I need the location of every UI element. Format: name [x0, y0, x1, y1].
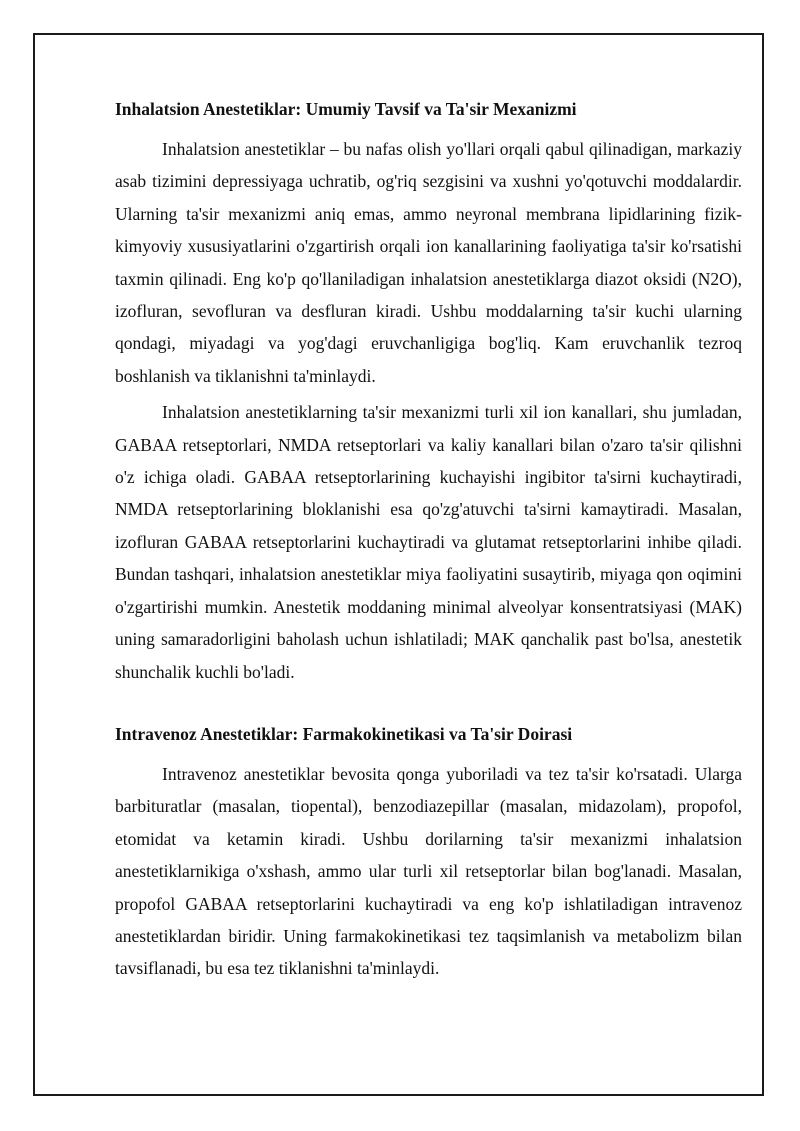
- section-heading-intravenous: Intravenoz Anestetiklar: Farmakokinetikasi va Ta'sir Doirasi: [115, 723, 573, 744]
- paragraph-inhalation-mechanism: Inhalatsion anestetiklarning ta'sir mexanizmi turli xil ion kanallari, shu jumladan, GABAA retseptorlari, NMDA retseptorlari va kaliy kanallari bilan o'zaro ta'sir qilishni o'z ichiga oladi. GABAA retseptorlarining kuchayishi ingibitor ta'sirni kuchaytiradi, NMDA retseptorlarining bloklanishi esa qo'zg'atuvchi ta'sirni kamaytiradi. Masalan, izofluran GABAA retseptorlarini kuchaytiradi va glutamat retseptorlarini inhibe qiladi. Bundan tashqari, inhalatsion anestetiklar miya faoliyatini susaytirib, miyaga qon oqimini o'zgartirishi mumkin. Anestetik moddaning minimal alveolyar konsentratsiyasi (MAK) uning samaradorligini baholash uchun ishlatiladi; MAK qanchalik past bo'lsa, anestetik shunchalik kuchli bo'ladi.: [115, 402, 742, 682]
- section-heading-inhalation: Inhalatsion Anestetiklar: Umumiy Tavsif va Ta'sir Mexanizmi: [115, 99, 577, 119]
- paragraph-inhalation-overview: Inhalatsion anestetiklar – bu nafas olish yo'llari orqali qabul qilinadigan, markaziy asab tizimini depressiyaga uchratib, og'riq sezgisini va xushni yo'qotuvchi moddalardir. Ularning ta'sir mexanizmi aniq emas, ammo neyronal membrana lipidlarining fizik-kimyoviy xususiyatlarini o'zgartirish orqali ion kanallarining faoliyatiga ta'sir ko'rsatishi taxmin qilinadi. Eng ko'p qo'llaniladigan inhalatsion anestetiklarga diazot oksidi (N2O), izofluran, sevofluran va desfluran kiradi. Ushbu moddalarning ta'sir kuchi ularning qondagi, miyadagi va yog'dagi eruvchanligiga bog'liq. Kam eruvchanlik tezroq boshlanish va tiklanishni ta'minlaydi.: [115, 139, 742, 386]
- document-body: [115, 97, 742, 985]
- paragraph-intravenous-overview: Intravenoz anestetiklar bevosita qonga yuboriladi va tez ta'sir ko'rsatadi. Ularga barbituratlar (masalan, tiopental), benzodiazepillar (masalan, midazolam), propofol, etomidat va ketamin kiradi. Ushbu dorilarning ta'sir mexanizmi inhalatsion anestetiklarnikiga o'xshash, ammo ular turli xil retseptorlar bilan bog'lanadi. Masalan, propofol GABAA retseptorlarini kuchaytiradi va eng ko'p ishlatiladigan intravenoz anestetiklardan biridir. Uning farmakokinetikasi tez taqsimlanish va metabolizm bilan tavsiflanadi, bu esa tez tiklanishni ta'minlaydi.: [115, 763, 742, 979]
